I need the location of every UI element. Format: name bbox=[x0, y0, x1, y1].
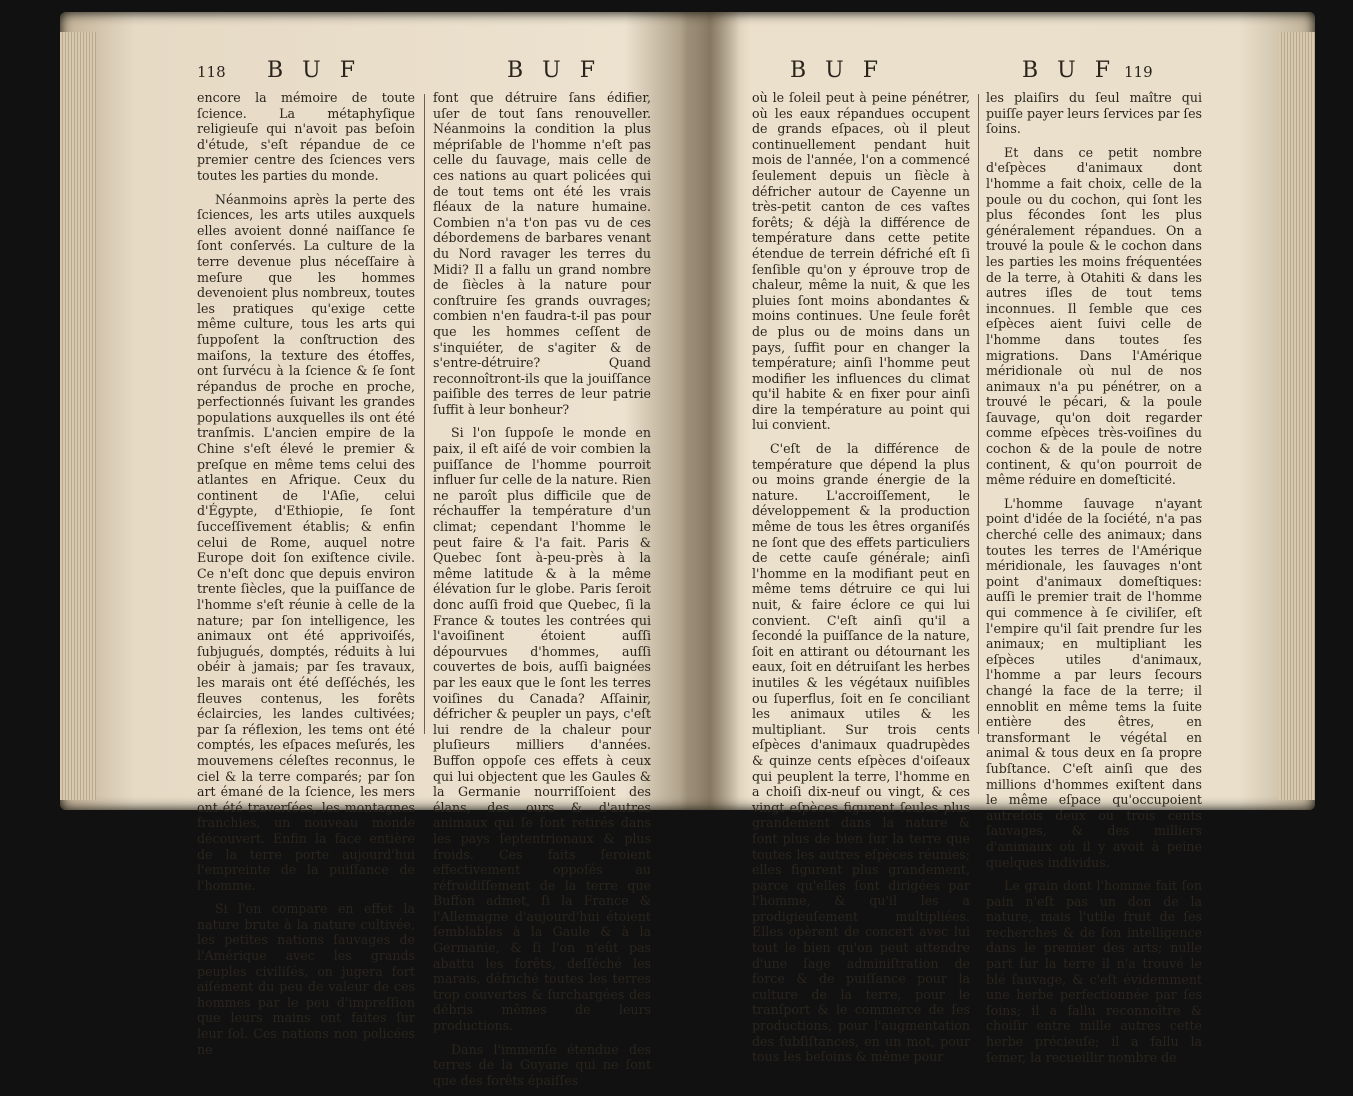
open-book bbox=[60, 12, 1315, 1088]
paragraph: Et dans ce petit nombre d'eſpèces d'animaux dont l'homme a fait choix, celle de la poule ou du cochon, qui ſont les plus fécondes ſont les plus généralement répandues. On a trouvé la poule & le cochon dans les parties les moins fréquentées de la terre, à Otahiti & dans les autres iſles de tout tems inconnues. Il ſemble que ces eſpèces aient ſuivi celle de l'homme dans toutes ſes migrations. Dans l'Amérique méridionale où nul de nos animaux n'a pu pénétrer, on a trouvé le pécari, & la poule ſauvage, qu'on doit regarder comme eſpèces très-voiſines du cochon & de la poule de notre continent, & qu'on pourroit de même réduire en domeſticité. bbox=[986, 144, 1202, 488]
left-page bbox=[135, 24, 710, 1088]
left-page-edges bbox=[60, 32, 96, 800]
right-page-column-1 bbox=[752, 90, 970, 1073]
right-page bbox=[752, 24, 1272, 1065]
right-page-column-2 bbox=[986, 90, 1202, 1073]
left-head-keyword-2: B U F bbox=[507, 58, 601, 83]
paragraph: Néanmoins après la perte des ſciences, les arts utiles auxquels elles avoient donné naiſſance ſe ſont conſervés. La culture de la terre devenue plus néceſſaire à meſure que les hommes devenoient plus nombreux, toutes les pratiques qu'exige cette même culture, tous les arts qui ſuppoſent la conſtruction des maiſons, la texture des étoffes, ont ſurvécu à la ſcience & ſe ſont répandus de proche en proche, perfectionnés ſuivant les grandes populations auxquelles ils ont été tranſmis. L'ancien empire de la Chine s'eſt élevé le premier & preſque en même tems celui des atlantes en Afrique. Ceux du continent de l'Aſie, celui d'Égypte, d'Ethiopie, ſe ſont ſucceſſivement établis; & enfin celui de Rome, auquel notre Europe doit ſon exiſtence civile. Ce n'eſt donc que depuis environ trente ſiècles, que la puiſſance de l'homme s'eſt réunie à celle de la nature; par ſon intelligence, les animaux ont été apprivoiſés, ſubjugués, domptés, réduits à lui obéir à jamais; par ſes travaux, les marais ont été deſſéchés, les fleuves contenus, les forêts éclaircies, les landes cultivées; par ſa réflexion, les tems ont été comptés, les eſpaces meſurés, les mouvemens céleſtes reconnus, le ciel & la terre comparés; par ſon art émané de la ſcience, les mers ont été traverſées, les montagnes franchies, un nouveau monde découvert. Enfin la face entière de la terre porte aujourd'hui l'empreinte de la puiſſance de l'homme. bbox=[197, 191, 415, 893]
right-page-edges bbox=[1279, 32, 1315, 800]
paragraph: font que détruire ſans édifier, uſer de tout ſans renouveller. Néanmoins la condition la plus mépriſable de l'homme n'eſt pas celle du ſauvage, mais celle de ces nations au quart policées qui de tout tems ont été les vrais fléaux de la nature humaine. Combien n'a t'on pas vu de ces débordemens de barbares venant du Nord ravager les terres du Midi? Il a fallu un grand nombre de ſiècles à la nature pour conſtruire ſes grands ouvrages; combien n'en faudra-t-il pas pour que les hommes ceſſent de s'inquiéter, de s'agiter & de s'entre-détruire? Quand reconnoîtront-ils que la jouiſſance paiſible des terres de leur patrie ſuffit à leur bonheur? bbox=[433, 90, 651, 417]
left-page-number: 118 bbox=[197, 63, 226, 81]
column-divider bbox=[424, 94, 425, 734]
right-head-keyword-2: B U F bbox=[1022, 58, 1116, 83]
paragraph: encore la mémoire de toute ſcience. La métaphyſique religieuſe qui n'avoit pas beſoin d'étude, s'eſt répandue de ce premier centre des ſciences vers toutes les parties du monde. bbox=[197, 90, 415, 183]
column-divider bbox=[978, 94, 979, 734]
right-head-keyword: B U F bbox=[790, 58, 884, 83]
paragraph: où le ſoleil peut à peine pénétrer, où les eaux répandues occupent de grands eſpaces, où il pleut continuellement pendant huit mois de l'année, l'on a commencé ſeulement depuis un ſiècle à défricher autour de Cayenne un très-petit canton de ces vaſtes forêts; & déjà la différence de température dans cette petite étendue de terrein défriché eſt ſi ſenſible qu'on y éprouve trop de chaleur, même la nuit, & que les pluies ſont moins abondantes & moins continues. Une ſeule forêt de plus ou de moins dans un pays, ſuffit pour en changer la température; ainſi l'homme peut modifier les influences du climat qu'il habite & en fixer pour ainſi dire la température au point qui lui convient. bbox=[752, 90, 970, 433]
paragraph: C'eſt de la différence de température que dépend la plus ou moins grande énergie de la nature. L'accroiſſement, le développement & la production même de tous les êtres organiſés ne ſont que des effets particuliers de cette cauſe générale; ainſi l'homme en la modifiant peut en même tems détruire ce qui lui nuit, & faire éclore ce qui lui convient. C'eſt ainſi qu'il a ſecondé la puiſſance de la nature, ſoit en attirant ou détournant les eaux, ſoit en détruiſant les herbes inutiles & les végétaux nuiſibles ou ſuperflus, ſoit en ſe conciliant les animaux utiles & les multipliant. Sur trois cents eſpèces d'animaux quadrupèdes & quinze cents eſpèces d'oiſeaux qui peuplent la terre, l'homme en a choiſi dix-neuf ou vingt, & ces vingt eſpèces figurent ſeules plus grandement dans la nature & ſont plus de bien ſur la terre que toutes les autres eſpèces réunies; elles figurent plus grandement, parce qu'elles ſont dirigées par l'homme, & qu'il les a prodigieuſement multipliées. Elles opèrent de concert avec lui tout le bien qu'on peut attendre d'une ſage adminiſtration de force & de puiſſance pour la culture de la terre, pour le tranſport & le commerce de ſes productions, pour l'augmentation des ſubſiſtances, en un mot, pour tous les beſoins & même pour bbox=[752, 441, 970, 1065]
paragraph: Dans l'immenſe étendue des terres de la Guyane qui ne ſont que des forêts épaiſſes bbox=[433, 1041, 651, 1088]
left-running-head bbox=[135, 58, 710, 88]
paragraph: L'homme ſauvage n'ayant point d'idée de la ſociété, n'a pas cherché celle des animaux; dans toutes les terres de l'Amérique méridionale, les ſauvages n'ont point d'animaux domeſtiques: auſſi le premier trait de l'homme qui commence à ſe civiliſer, eſt l'empire qu'il ſait prendre ſur les animaux; en multipliant les eſpèces utiles d'animaux, l'homme a par leurs ſecours changé la face de la terre; il ennoblit en même tems la ſuite entière des êtres, en transformant le végétal en animal & tous deux en ſa propre ſubſtance. C'eſt ainſi que des millions d'hommes exiſtent dans le même eſpace qu'occupoient autrefois deux ou trois cents ſauvages, & des milliers d'animaux où il y avoit à peine quelques individus. bbox=[986, 495, 1202, 870]
paragraph: Le grain dont l'homme fait ſon pain n'eſt pas un don de la nature, mais l'utile fruit de ſes recherches & de ſon intelligence dans le premier des arts; nulle part ſur la terre il n'a trouvé le blé ſauvage, & c'eſt évidemment une herbe perfectionnée par ſes ſoins; il a fallu reconnoître & choiſir entre mille autres cette herbe précieuſe; il a fallu la ſemer, la recueillir nombre de bbox=[986, 878, 1202, 1065]
left-head-keyword: B U F bbox=[267, 58, 361, 83]
paragraph: Si l'on ſuppoſe le monde en paix, il eſt aiſé de voir combien la puiſſance de l'homme pourroit influer ſur celle de la nature. Rien ne paroît plus difficile que de réchauffer la température d'un climat; cependant l'homme le peut faire & l'a fait. Paris & Quebec ſont à-peu-près à la même latitude & à la même élévation ſur le globe. Paris ſeroit donc auſſi froid que Quebec, ſi la France & toutes les contrées qui l'avoiſinent étoient auſſi dépourvues d'hommes, auſſi couvertes de bois, auſſi baignées par les eaux que le ſont les terres voiſines du Canada? Aſſainir, défricher & peupler un pays, c'eſt lui rendre de la chaleur pour pluſieurs milliers d'années. Buffon oppoſe ces effets à ceux qui lui objectent que les Gaules & la Germanie nourriſſoient des élans, des ours & d'autres animaux qui ſe ſont retirés dans les pays ſeptentrionaux & plus froids. Ces faits ſeroient effectivement oppoſés au réfroidiſſement de la terre que Buffon admet, ſi la France & l'Allemagne d'aujourd'hui étoient ſemblables à la Gaule & à la Germanie, & ſi l'on n'eût pas abattu les forêts, deſſéché les marais, défriché toutes les terres trop couvertes & ſurchargées des débris mêmes de leurs productions. bbox=[433, 425, 651, 1034]
right-running-head bbox=[752, 58, 1272, 88]
right-page-number: 119 bbox=[1124, 63, 1153, 81]
paragraph: Si l'on compare en effet la nature brute à la nature cultivée, les petites nations ſauvages de l'Amérique avec les grands peuples civiliſés, on jugera fort aiſément du peu de valeur de ces hommes par le peu d'impreſſion que leurs mains ont faites ſur leur ſol. Ces nations non policées ne bbox=[197, 901, 415, 1057]
left-page-column-2 bbox=[433, 90, 651, 1096]
left-page-column-1 bbox=[197, 90, 415, 1065]
paragraph: les plaiſirs du ſeul maître qui puiſſe payer leurs ſervices par ſes ſoins. bbox=[986, 90, 1202, 137]
